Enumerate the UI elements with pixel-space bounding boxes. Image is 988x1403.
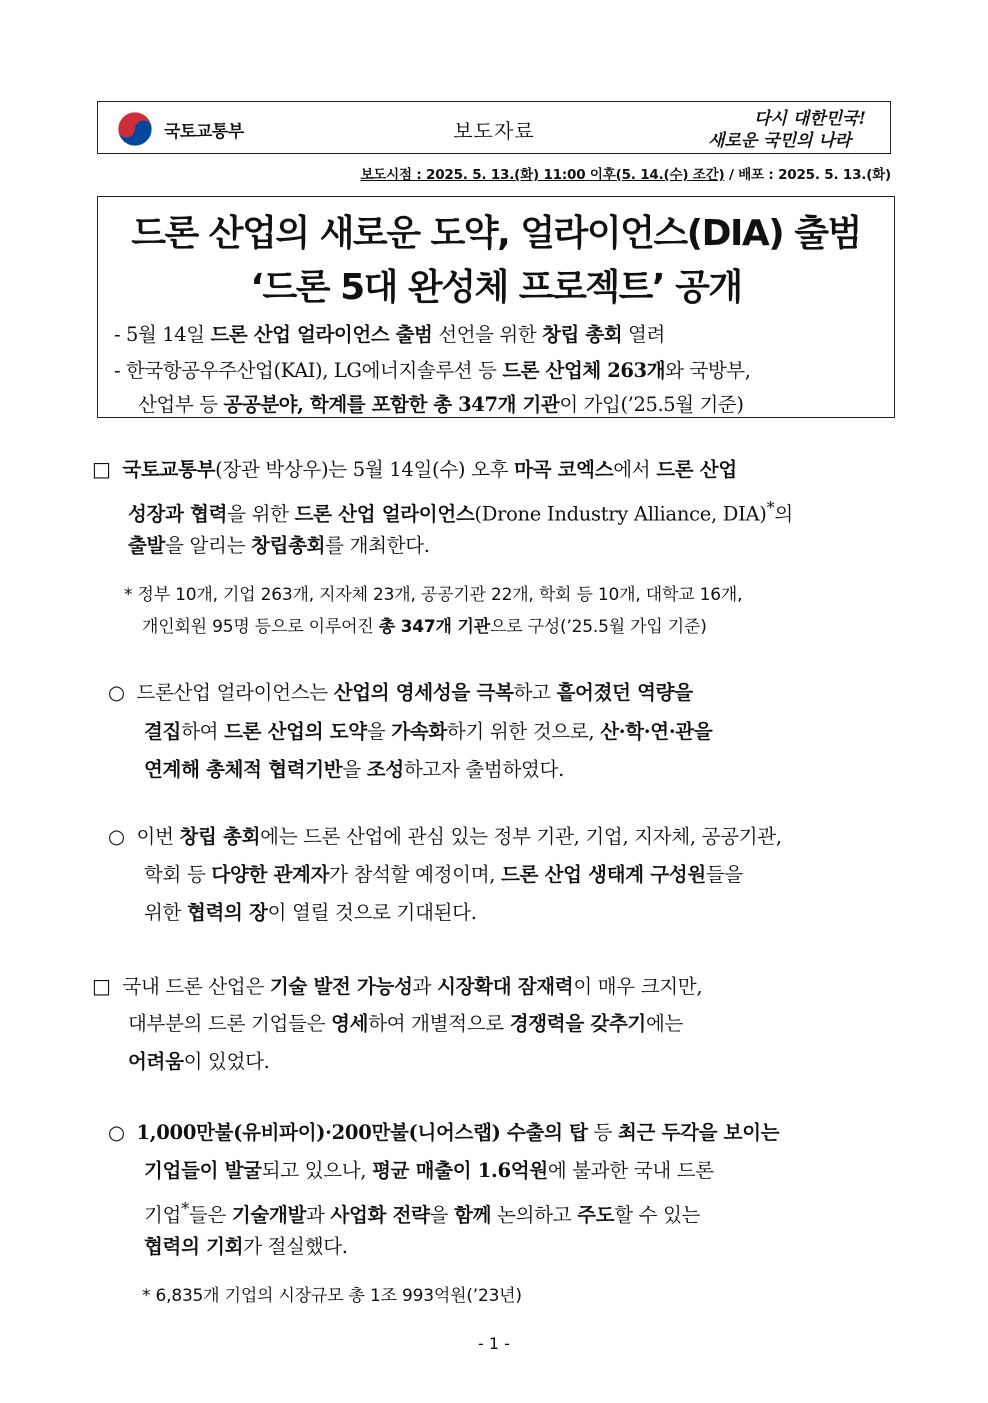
- headline-line1: 드론 산업의 새로운 도약, 얼라이언스(DIA) 출범: [131, 213, 861, 254]
- headline-line2: ‘드론 5대 완성체 프로젝트’ 공개: [250, 267, 742, 308]
- subtitle-3: [138, 389, 886, 417]
- page-number: - 1 -: [478, 1334, 510, 1353]
- text: 영세: [331, 1012, 369, 1035]
- text: 드론 산업 얼라이언스: [294, 502, 475, 526]
- text: 대부분의 드론 기업들은: [128, 1012, 332, 1035]
- header-box: [97, 101, 891, 154]
- text: 하고: [513, 681, 557, 704]
- text: 연계해 총체적 협력기반: [144, 758, 343, 781]
- embargo-time: 보도시점 : 2025. 5. 13.(화) 11:00 이후(5. 14.(수) 조간): [360, 167, 725, 183]
- text: 기술 발전 가능성: [269, 975, 413, 998]
- text: 을: [366, 720, 392, 743]
- text: 결집: [144, 720, 182, 743]
- text: 을 알리는: [165, 534, 252, 557]
- footnote-mark: *: [181, 1199, 189, 1218]
- bullet-3-line-4: [144, 1228, 348, 1266]
- text: 창립 총회: [542, 323, 623, 346]
- text: 성장과 협력: [128, 502, 228, 526]
- text: 기업들이 발굴: [144, 1159, 262, 1182]
- distribution-date: 배포 : 2025. 5. 13.(화): [738, 167, 891, 183]
- text: 가 절실했다.: [243, 1235, 348, 1258]
- footnote-1-line-1: * 정부 10개, 기업 263개, 지자체 23개, 공공기관 22개, 학회 등 10개, 대학교 16개,: [124, 585, 743, 605]
- text: 드론 산업 얼라이언스 출범: [210, 323, 433, 346]
- text: 협력의 기회: [144, 1235, 244, 1258]
- paragraph-2-line-1: [92, 967, 702, 1006]
- text: 출발: [128, 534, 166, 557]
- text: 학회 등: [144, 863, 212, 886]
- text: 주도: [577, 1203, 615, 1227]
- footnote-2: * 6,835개 기업의 시장규모 총 1조 993억원(’23년): [142, 1286, 522, 1306]
- document-type: 보도자료: [453, 119, 535, 143]
- text: 마곡 코엑스: [514, 458, 614, 481]
- text: 최근 두각을 보이는: [618, 1121, 780, 1144]
- text: 산·학·연·관을: [600, 720, 713, 743]
- text: - 5월 14일: [114, 323, 211, 346]
- organization-name: 국토교통부: [164, 122, 244, 142]
- text: 들은: [188, 1203, 232, 1227]
- bullet-2-line-1: [108, 818, 782, 856]
- text: 시장확대 잠재력: [437, 975, 574, 998]
- text: 등: [587, 1121, 619, 1144]
- text: 1,000만불(유비파이)·200만불(니어스랩) 수출의 탑: [136, 1121, 588, 1144]
- text: 이번: [136, 825, 180, 848]
- bullet-3-line-1: [108, 1114, 779, 1152]
- circle-bullet-icon: ○: [108, 681, 125, 704]
- text: 드론 산업: [656, 458, 737, 481]
- bullet-2-line-3: [144, 894, 477, 932]
- text: 하여: [181, 720, 225, 743]
- bullet-1-line-2: [144, 713, 712, 751]
- bullet-1-line-3: [144, 751, 564, 789]
- text: 국토교통부: [122, 458, 216, 481]
- text: 하고자 출범하였다.: [403, 758, 564, 781]
- text: 과: [306, 1203, 331, 1227]
- text: (장관 박상우)는 5월 14일(수) 오후: [215, 458, 515, 481]
- text: 에는 드론 산업에 관심 있는 정부 기관, 기업, 지자체, 공공기관,: [260, 825, 782, 848]
- text: 들을: [705, 863, 743, 886]
- text: 창립 총회: [179, 825, 261, 848]
- paragraph-1-line-3: [128, 527, 430, 565]
- text: 사업화 전략: [330, 1203, 430, 1227]
- text: 이 매우 크지만,: [573, 975, 703, 998]
- text: 산업의 영세성을 극복: [333, 681, 514, 704]
- text: 드론 산업 생태계 구성원: [501, 863, 706, 886]
- bullet-3-line-2: [144, 1152, 714, 1190]
- text: 어려움: [128, 1050, 184, 1073]
- footnote-1-line-2: [142, 612, 707, 643]
- text: 다양한 관계자: [211, 863, 330, 886]
- box-bullet-icon: □: [92, 974, 111, 998]
- text: 되고 있으나,: [261, 1159, 373, 1182]
- release-info: [360, 163, 891, 183]
- slogan-line2: 새로운 국민의 나라: [708, 131, 852, 151]
- text: 기업: [144, 1203, 182, 1227]
- subtitle-2: [114, 355, 886, 383]
- text: - 한국항공우주산업(KAI), LG에너지솔루션 등: [114, 359, 503, 382]
- text: 총 347개 기관: [378, 617, 490, 637]
- text: 위한: [144, 901, 187, 924]
- paragraph-1-line-1: [92, 450, 737, 489]
- bullet-1-line-1: [108, 674, 693, 712]
- text: 함께: [454, 1203, 492, 1227]
- text: 논의하고: [491, 1203, 578, 1227]
- paragraph-2-line-3: [128, 1043, 270, 1081]
- text: 개인회원 95명 등으로 이루어진: [142, 617, 379, 637]
- text: 에는: [645, 1012, 684, 1035]
- text: 을: [429, 1203, 455, 1227]
- text: (Drone Industry Alliance, DIA): [474, 502, 767, 526]
- text: 으로 구성(’25.5월 가입 기준): [489, 617, 707, 637]
- text: 하여 개별적으로: [368, 1012, 510, 1035]
- text: 의: [774, 502, 793, 526]
- slogan-line1: 다시 대한민국!: [754, 109, 866, 129]
- text: 를 개최한다.: [325, 534, 430, 557]
- text: 이 있었다.: [183, 1050, 270, 1073]
- circle-bullet-icon: ○: [108, 825, 125, 848]
- text: 이 열릴 것으로 기대된다.: [267, 901, 477, 924]
- text: 할 수 있는: [614, 1203, 701, 1227]
- text: 드론 산업체 263개: [502, 359, 666, 382]
- text: 국내 드론 산업은: [122, 975, 270, 998]
- text: 창립총회: [251, 534, 326, 557]
- text: 경쟁력을 갖추기: [509, 1012, 646, 1035]
- text: 가 참석할 예정이며,: [329, 863, 502, 886]
- text: 흩어졌던 역량을: [556, 681, 693, 704]
- bullet-2-line-2: [144, 856, 743, 894]
- release-separator: /: [724, 167, 739, 183]
- paragraph-2-line-2: [128, 1005, 683, 1043]
- text: 평균 매출이 1.6억원: [372, 1159, 548, 1182]
- slogan-logo: [702, 104, 882, 152]
- text: 드론산업 얼라이언스는: [136, 681, 334, 704]
- text: 기술개발: [231, 1203, 307, 1227]
- text: 을 위한: [227, 502, 295, 526]
- text: 협력의 장: [186, 901, 268, 924]
- text: 에 불과한 국내 드론: [547, 1159, 714, 1182]
- text: 와 국방부,: [665, 359, 751, 382]
- text: 을: [342, 758, 367, 781]
- text: 하기 위한 것으로,: [446, 720, 601, 743]
- subtitle-1: [114, 319, 886, 347]
- box-bullet-icon: □: [92, 457, 111, 481]
- title-box: [97, 196, 895, 418]
- text: 산업부 등: [138, 393, 224, 416]
- text: 이 가입(’25.5월 기준): [559, 393, 744, 416]
- text: 공공분야, 학계를 포함한 총 347개 기관: [223, 393, 560, 416]
- circle-bullet-icon: ○: [108, 1121, 125, 1144]
- text: 에서: [613, 458, 657, 481]
- text: 과: [412, 975, 438, 998]
- text: 가속화: [391, 720, 447, 743]
- text: 열려: [622, 323, 665, 346]
- text: 선언을 위한: [432, 323, 543, 346]
- footnote-mark: *: [766, 498, 775, 517]
- text: 조성: [366, 758, 404, 781]
- text: 드론 산업의 도약: [224, 720, 367, 743]
